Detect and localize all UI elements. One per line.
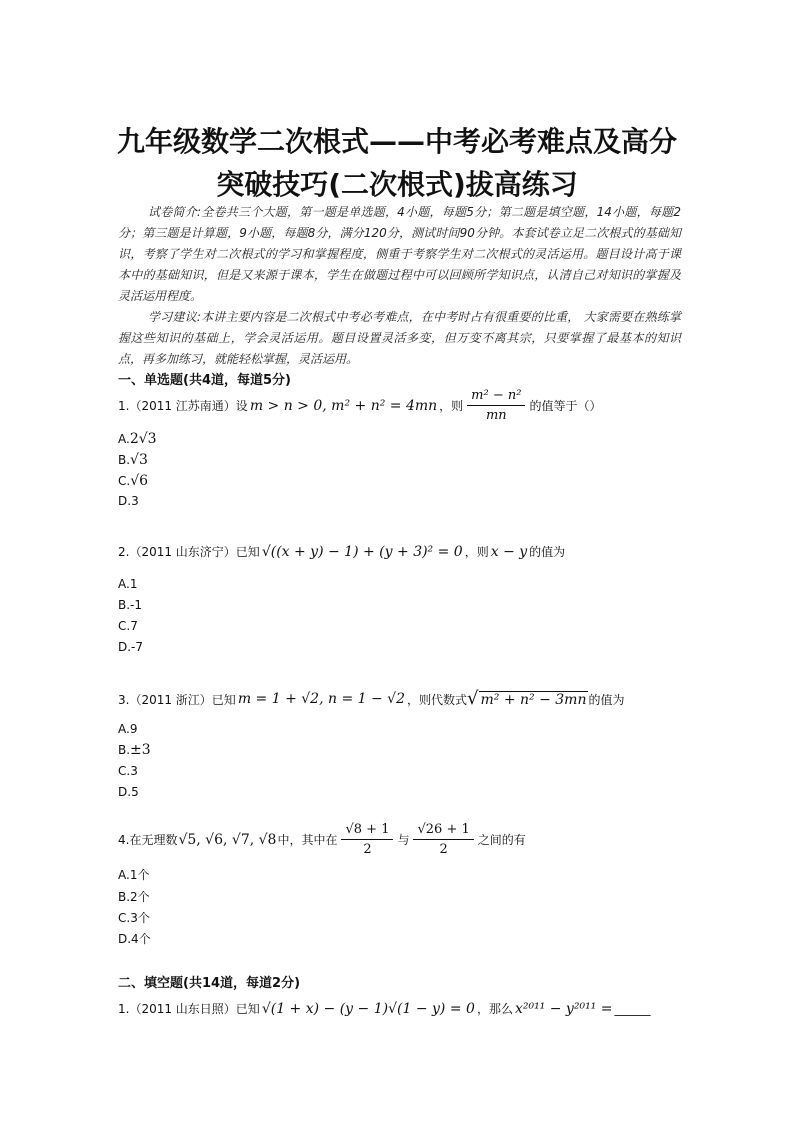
question-2-option-d[interactable]: D.-7 — [118, 640, 144, 654]
option-label: B. — [118, 743, 131, 757]
option-value: 3 — [131, 494, 139, 508]
question-4-option-a[interactable]: A.1个 — [118, 868, 150, 882]
fill-question-1 — [118, 1000, 650, 1017]
question-1-fraction — [467, 388, 525, 423]
question-4-fraction-1 — [341, 822, 393, 857]
question-4 — [118, 822, 526, 857]
question-4-fraction-1-numerator: √8 + 1 — [341, 822, 393, 840]
question-1-mid: ，则 — [439, 399, 464, 413]
question-1-condition: m > n > 0, m² + n² = 4mn — [249, 397, 438, 414]
question-4-fraction-2 — [413, 822, 473, 857]
question-1-fraction-numerator: m² − n² — [467, 388, 525, 406]
fill-question-1-prefix: 1.（2011 山东日照）已知 — [118, 1002, 260, 1016]
question-4-suffix: 之间的有 — [477, 833, 526, 847]
question-4-mid-1: 中，其中在 — [277, 833, 338, 847]
question-2-option-a[interactable]: A.1 — [118, 577, 138, 591]
question-3-option-b[interactable] — [118, 742, 151, 758]
question-4-fraction-1-denominator: 2 — [363, 842, 372, 857]
question-1-option-d[interactable] — [118, 494, 139, 508]
question-3-mid: ，则代数式 — [407, 692, 468, 707]
option-label: A. — [118, 722, 130, 736]
question-3-option-a[interactable] — [118, 722, 137, 736]
option-value: √3 — [130, 452, 148, 468]
question-3-prefix: 3.（2011 浙江）已知 — [118, 692, 236, 707]
radical-sign-icon: √ — [467, 688, 479, 709]
question-2 — [118, 543, 565, 560]
question-1 — [118, 388, 601, 423]
option-value: 9 — [129, 722, 138, 736]
question-1-suffix: 的值等于（） — [529, 399, 602, 413]
question-4-option-b[interactable]: B.2个 — [118, 890, 150, 904]
question-1-option-b[interactable] — [118, 452, 148, 468]
question-1-option-c[interactable] — [118, 473, 148, 489]
intro-block — [118, 202, 681, 370]
question-4-mid-2: 与 — [397, 833, 410, 847]
question-1-option-a[interactable] — [118, 431, 157, 447]
intro-advice: 学习建议:本讲主要内容是二次根式中考必考难点，在中考时占有很重要的比重， 大家需要在熟练掌握这些知识的基础上，学会灵活运用。题目设置灵活多变，但万变不离其宗，只要掌握了最基本的知识点，再多加练习，就能轻松掌握，灵活运用。 — [118, 310, 681, 366]
question-4-prefix: 4.在无理数 — [118, 833, 178, 847]
option-value: 5 — [131, 785, 139, 799]
question-1-fraction-denominator: mn — [485, 408, 507, 423]
question-2-option-c[interactable]: C.7 — [118, 619, 138, 633]
question-3-suffix: 的值为 — [588, 692, 625, 707]
fill-question-1-mid: ，那么 — [476, 1002, 513, 1016]
option-value: √6 — [130, 473, 149, 489]
section-heading-fill-in: 二、填空题(共14道，每道2分) — [118, 976, 301, 991]
question-4-fraction-2-denominator: 2 — [439, 842, 448, 857]
question-3-radicand: m² + n² − 3mn — [480, 692, 587, 708]
title-line-2: 突破技巧(二次根式)拔高练习 — [216, 168, 578, 201]
question-3-radical — [467, 690, 588, 708]
question-2-option-b[interactable]: B.-1 — [118, 598, 143, 612]
question-3 — [118, 690, 625, 708]
option-label: C. — [118, 764, 131, 778]
option-label: D. — [118, 785, 132, 799]
fill-question-1-answer-blank[interactable]: ______ — [614, 1001, 651, 1016]
option-label: B. — [118, 453, 131, 467]
option-value: 3 — [130, 764, 138, 778]
question-2-prefix: 2.（2011 山东济宁）已知 — [118, 545, 260, 559]
question-4-option-d[interactable]: D.4个 — [118, 932, 151, 946]
option-label: A. — [118, 432, 130, 446]
question-2-suffix: 的值为 — [529, 545, 566, 559]
fill-question-1-expression: √(1 + x) − (y − 1)√(1 − y) = 0 — [261, 1000, 475, 1017]
option-value: 2√3 — [129, 431, 157, 447]
question-3-option-c[interactable] — [118, 764, 138, 778]
question-2-mid: ，则 — [464, 545, 489, 559]
question-2-expression: √((x + y) − 1) + (y + 3)² = 0 — [261, 543, 463, 560]
section-heading-single-choice: 一、单选题(共4道，每道5分) — [118, 373, 291, 388]
title-line-1: 九年级数学二次根式——中考必考难点及高分 — [116, 125, 677, 158]
fill-question-1-target: x²⁰¹¹ − y²⁰¹¹ = — [514, 1000, 613, 1017]
question-4-list: √5, √6, √7, √8 — [178, 831, 277, 848]
intro-summary: 试卷简介:全卷共三个大题，第一题是单选题，4小题，每题5分；第二题是填空题，14小题，每题2分；第三题是计算题，9小题，每题8分，满分120分，测试时间90分钟。本套试卷立足二次根式的基础知识，考察了学生对二次根式的学习和掌握程度，侧重于考察学生对二次根式的灵活运用。题目设计高于课本中的基础知识，但是又来源于课本，学生在做题过程中可以回顾所学知识点，认清自己对知识的掌握及灵活运用程度。 — [118, 205, 681, 303]
question-1-prefix: 1.（2011 江苏南通）设 — [118, 399, 248, 413]
option-value: ±3 — [130, 742, 151, 758]
question-4-option-c[interactable]: C.3个 — [118, 911, 150, 925]
option-label: D. — [118, 494, 132, 508]
question-3-option-d[interactable] — [118, 785, 139, 799]
question-3-condition: m = 1 + √2, n = 1 − √2 — [237, 691, 405, 707]
option-label: C. — [118, 474, 131, 488]
question-2-target: x − y — [490, 543, 528, 560]
question-4-fraction-2-numerator: √26 + 1 — [413, 822, 473, 840]
